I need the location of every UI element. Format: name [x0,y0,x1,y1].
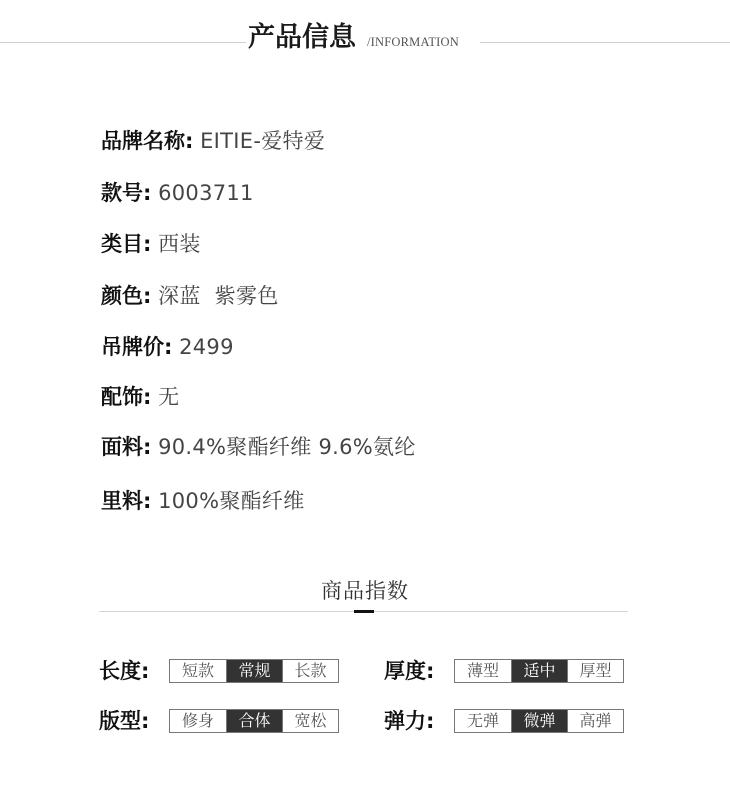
index-section-title: 商品指数 [321,579,409,603]
index-option-selected: 常规 [226,660,282,682]
info-label: 类目 [101,232,143,256]
index-label-elasticity: 弹力: [384,709,435,733]
info-colon: : [143,385,152,409]
info-row-style-no [101,179,254,207]
info-value: EITIE-爱特爱 [200,129,326,153]
page-title: 产品信息 [248,22,356,53]
info-row-color [101,282,279,310]
info-row-fabric [101,433,416,461]
index-section-accent [354,610,374,613]
index-option-selected: 适中 [511,660,567,682]
info-row-brand [101,127,325,155]
index-option: 长款 [282,660,338,682]
info-value: 90.4%聚酯纤维 9.6%氨纶 [158,435,416,459]
index-options-length [169,659,339,683]
info-value: 6003711 [158,181,254,205]
info-colon: : [185,129,194,153]
header-line-right [480,42,730,43]
info-value: 2499 [179,335,234,359]
info-colon: : [143,181,152,205]
info-label: 颜色 [101,284,143,308]
index-options-elasticity [454,709,624,733]
info-row-price [101,333,234,361]
info-colon: : [143,435,152,459]
info-value: 无 [158,385,180,409]
info-label: 品牌名称 [101,129,185,153]
info-label: 吊牌价 [101,335,164,359]
info-label: 配饰 [101,385,143,409]
index-label-thickness: 厚度: [384,659,435,683]
info-label: 款号 [101,181,143,205]
index-option: 高弹 [567,710,623,732]
info-row-category [101,230,201,258]
info-row-lining [101,487,305,515]
info-label: 里料 [101,489,143,513]
index-option-selected: 合体 [226,710,282,732]
info-value: 100%聚酯纤维 [158,489,305,513]
index-options-thickness [454,659,624,683]
index-option: 薄型 [455,660,511,682]
index-option: 修身 [170,710,226,732]
index-option: 宽松 [282,710,338,732]
info-row-accessory [101,383,179,411]
index-option: 无弹 [455,710,511,732]
header-line-left [0,42,246,43]
index-option: 厚型 [567,660,623,682]
info-value: 西装 [158,232,201,256]
info-colon: : [143,284,152,308]
info-label: 面料 [101,435,143,459]
index-label-fit: 版型: [99,709,150,733]
index-option-selected: 微弹 [511,710,567,732]
index-label-length: 长度: [99,659,150,683]
index-option: 短款 [170,660,226,682]
page-subtitle: /INFORMATION [367,35,459,49]
index-options-fit [169,709,339,733]
info-colon: : [143,489,152,513]
info-value: 深蓝 紫雾色 [158,284,279,308]
info-colon: : [143,232,152,256]
info-colon: : [164,335,173,359]
